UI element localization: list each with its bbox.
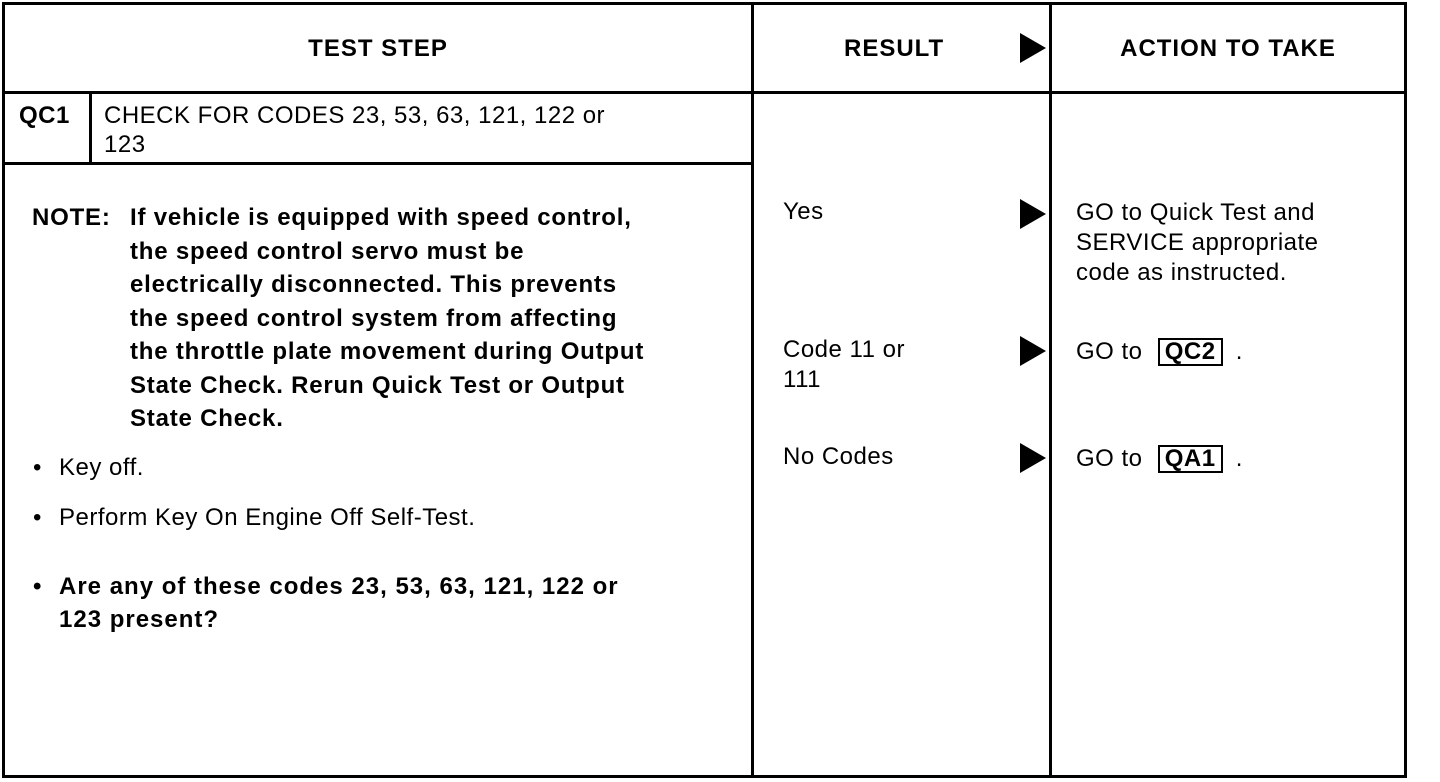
header-action: ACTION TO TAKE — [1120, 35, 1336, 62]
bullet-text: 123 present? — [59, 606, 220, 633]
result-code-line2: 111 — [783, 366, 821, 393]
action-line: code as instructed. — [1076, 259, 1287, 286]
bullet-text: Perform Key On Engine Off Self-Test. — [59, 504, 476, 531]
step-id: QC1 — [19, 102, 70, 129]
action-suffix: . — [1235, 445, 1243, 472]
result-arrow-icon — [1020, 199, 1046, 229]
bullet-text: Are any of these codes 23, 53, 63, 121, 122 or — [59, 573, 619, 600]
result-code-line1: Code 11 or — [783, 336, 905, 363]
header-test-step: TEST STEP — [308, 35, 448, 62]
note-line: State Check. — [130, 405, 284, 432]
result-arrow-icon — [1020, 336, 1046, 366]
note-line: the speed control system from affecting — [130, 304, 618, 332]
step-reference-qa1[interactable]: QA1 — [1158, 445, 1223, 473]
step-title-line2: 123 — [104, 131, 146, 158]
column-divider-action — [1049, 5, 1052, 775]
step-row-divider — [5, 162, 751, 165]
action-suffix: . — [1235, 338, 1243, 365]
note-line: the throttle plate movement during Output — [130, 338, 645, 365]
bullet-text: Key off. — [59, 454, 144, 481]
step-reference-qc2[interactable]: QC2 — [1158, 338, 1223, 366]
note-line: the speed control servo must be — [130, 237, 525, 265]
action-goto-qc2 — [1076, 337, 1243, 367]
step-id-divider — [89, 91, 92, 164]
action-line: GO to Quick Test and — [1076, 199, 1315, 226]
note-line: If vehicle is equipped with speed control, — [130, 204, 632, 231]
header-result: RESULT — [844, 35, 945, 62]
bullet-icon: • — [33, 454, 42, 481]
note-body — [130, 201, 730, 436]
bullet-icon: • — [33, 504, 42, 531]
action-prefix: GO to — [1076, 445, 1143, 472]
result-arrow-icon — [1020, 443, 1046, 473]
column-divider-result — [751, 5, 754, 775]
action-line: SERVICE appropriate — [1076, 229, 1319, 256]
step-title-line1: CHECK FOR CODES 23, 53, 63, 121, 122 or — [104, 102, 606, 129]
note-line: State Check. Rerun Quick Test or Output — [130, 371, 625, 399]
diagnostic-table — [2, 2, 1407, 778]
result-yes: Yes — [783, 198, 824, 225]
note-label: NOTE: — [32, 204, 111, 231]
result-no-codes: No Codes — [783, 443, 894, 470]
bullet-icon: • — [33, 573, 42, 600]
action-goto-qa1 — [1076, 444, 1243, 474]
note-line: electrically disconnected. This prevents — [130, 271, 617, 298]
action-prefix: GO to — [1076, 338, 1143, 365]
header-arrow-icon — [1020, 33, 1046, 63]
